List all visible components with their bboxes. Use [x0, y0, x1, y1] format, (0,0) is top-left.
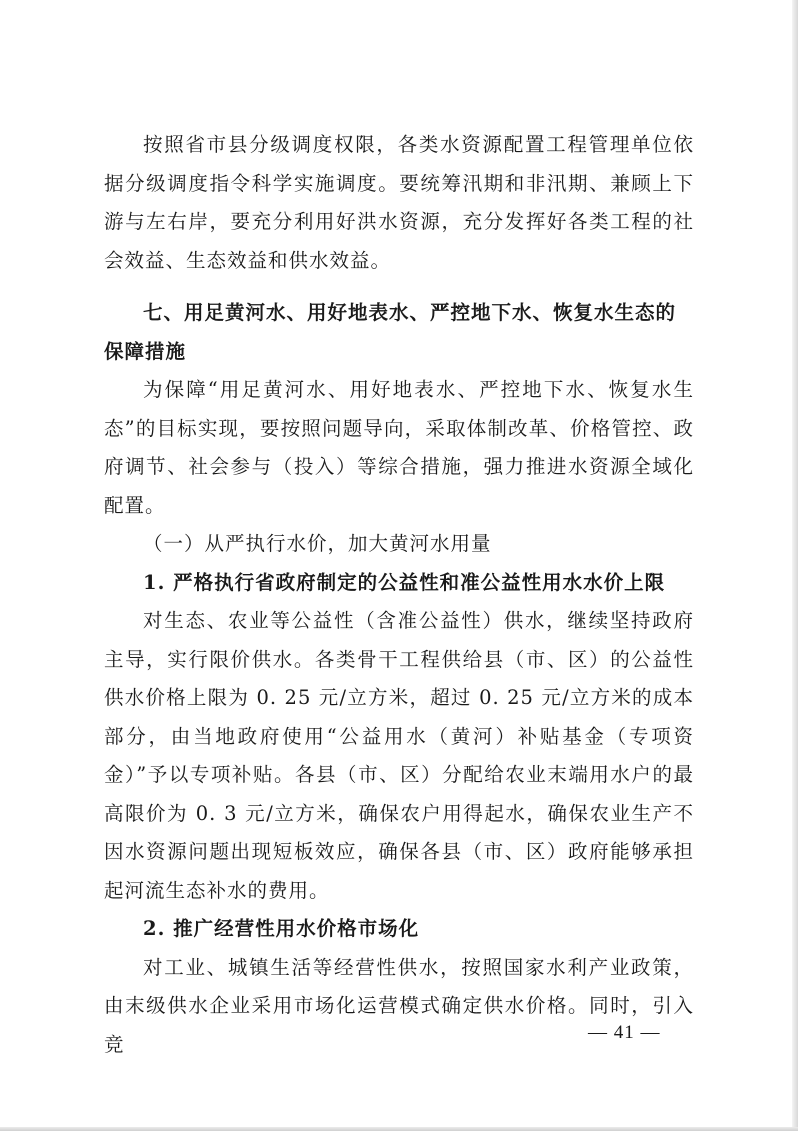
- body-paragraph: 对工业、城镇生活等经营性供水，按照国家水利产业政策，由末级供水企业采用市场化运营模式确定供水价格。同时，引入竞: [104, 955, 694, 1056]
- body-paragraph: 按照省市县分级调度权限，各类水资源配置工程管理单位依据分级调度指令科学实施调度。要统筹汛期和非汛期、兼顾上下游与左右岸，要充分利用好洪水资源，充分发挥好各类工程的社会效益、生态效益和供水效益。: [104, 133, 694, 272]
- body-paragraph: 为保障“用足黄河水、用好地表水、严控地下水、恢复水生态”的目标实现，要按照问题导向，采取体制改革、价格管控、政府调节、社会参与（投入）等综合措施，强力推进水资源全域化配置。: [104, 378, 694, 517]
- subsection-heading: （一）从严执行水价，加大黄河水用量: [143, 532, 492, 555]
- page-edge-shadow-bottom: [0, 1127, 798, 1131]
- item-heading: 1. 严格执行省政府制定的公益性和准公益性用水水价上限: [143, 570, 666, 594]
- document-body: [104, 126, 694, 1064]
- body-paragraph: 对生态、农业等公益性（含准公益性）供水，继续坚持政府主导，实行限价供水。各类骨干工程供给县（市、区）的公益性供水价格上限为 0. 25 元/立方米，超过 0. 25 元/立方米的成本部分，由当地政府使用“公益用水（黄河）补贴基金（专项资金）”予以专项补贴。各县（市、区）分配给农业末端用水户的最高限价为 0. 3 元/立方米，确保农户用得起水，确保农业生产不因水资源问题出现短板效应，确保各县（市、区）政府能够承担起河流生态补水的费用。: [104, 609, 694, 902]
- page-edge-shadow-right: [792, 0, 798, 1131]
- page-number: — 41 —: [588, 1022, 661, 1043]
- section-heading: 七、用足黄河水、用好地表水、严控地下水、恢复水生态的保障措施: [104, 301, 677, 363]
- item-heading: 2. 推广经营性用水价格市场化: [143, 917, 420, 940]
